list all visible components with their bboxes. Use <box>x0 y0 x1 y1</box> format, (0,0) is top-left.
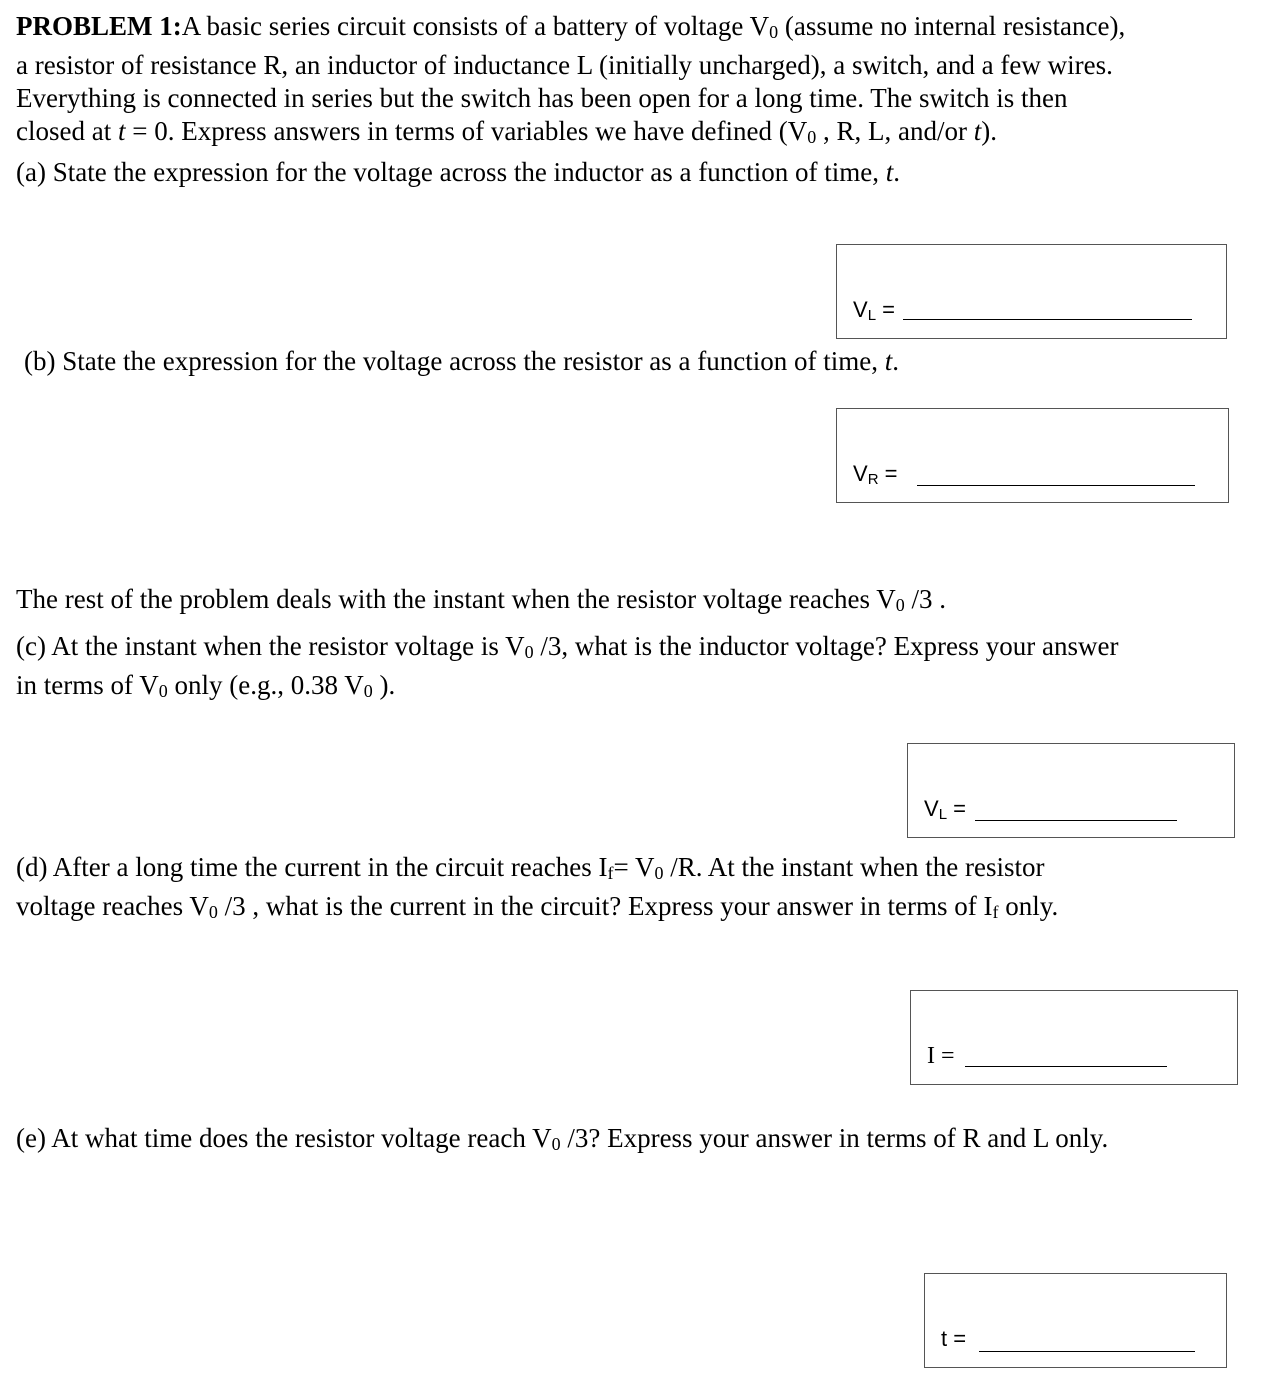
part-c-answer-label: $V_L$ = <box>924 796 966 823</box>
intro-line-3: Everything is connected in series but the switch has been open for a long time. The switch is then <box>16 83 1068 113</box>
part-e-answer-label: t = <box>941 1326 967 1351</box>
part-b-answer-label: $V_R$ = <box>853 461 898 488</box>
part-e-answer-blank[interactable] <box>979 1351 1195 1352</box>
part-d-question: (d) After a long time the current in the circuit reaches If= V0 /R. At the instant when the resistor voltage reaches V0 /3 , what is the current in the circuit? Express your answer in terms of If only. <box>16 852 1059 922</box>
part-b-answer-box[interactable] <box>836 408 1229 503</box>
part-a-answer-label: $V_L$ = <box>853 297 895 324</box>
part-d-answer-blank[interactable] <box>965 1066 1167 1067</box>
rest-of-problem-note: The rest of the problem deals with the instant when the resistor voltage reaches V0 /3 . <box>16 584 947 615</box>
part-c-question: (c) At the instant when the resistor voltage is V0 /3, what is the inductor voltage? Express your answer in terms of V0 only (e.g., 0.38 V0 ). <box>16 631 1119 701</box>
part-a-answer-box[interactable] <box>836 244 1227 339</box>
part-e-answer-box[interactable] <box>924 1273 1227 1368</box>
part-c-answer-blank[interactable] <box>975 820 1177 821</box>
intro-line-4: closed at t = 0. Express answers in terms of variables we have defined (V0 , R, L, and/or t). <box>16 116 997 147</box>
part-a-answer-blank[interactable] <box>903 319 1192 320</box>
part-e-question: (e) At what time does the resistor voltage reach V0 /3? Express your answer in terms of R and L only. <box>16 1123 1109 1154</box>
part-d-answer-label: I = <box>927 1043 955 1069</box>
intro-line-1: PROBLEM 1:A basic series circuit consists of a battery of voltage V0 (assume no internal resistance), <box>16 11 1126 42</box>
part-d-answer-box[interactable] <box>910 990 1238 1085</box>
problem-intro <box>16 10 1125 154</box>
part-b-answer-blank[interactable] <box>917 485 1195 486</box>
part-c-answer-box[interactable] <box>907 743 1235 838</box>
part-a-question: (a) State the expression for the voltage across the inductor as a function of time, t. <box>16 157 900 187</box>
intro-line-2: a resistor of resistance R, an inductor of inductance L (initially uncharged), a switch, and a few wires. <box>16 50 1113 80</box>
problem-heading: PROBLEM 1: <box>16 11 182 41</box>
part-b-question: (b) State the expression for the voltage across the resistor as a function of time, t. <box>24 346 900 376</box>
